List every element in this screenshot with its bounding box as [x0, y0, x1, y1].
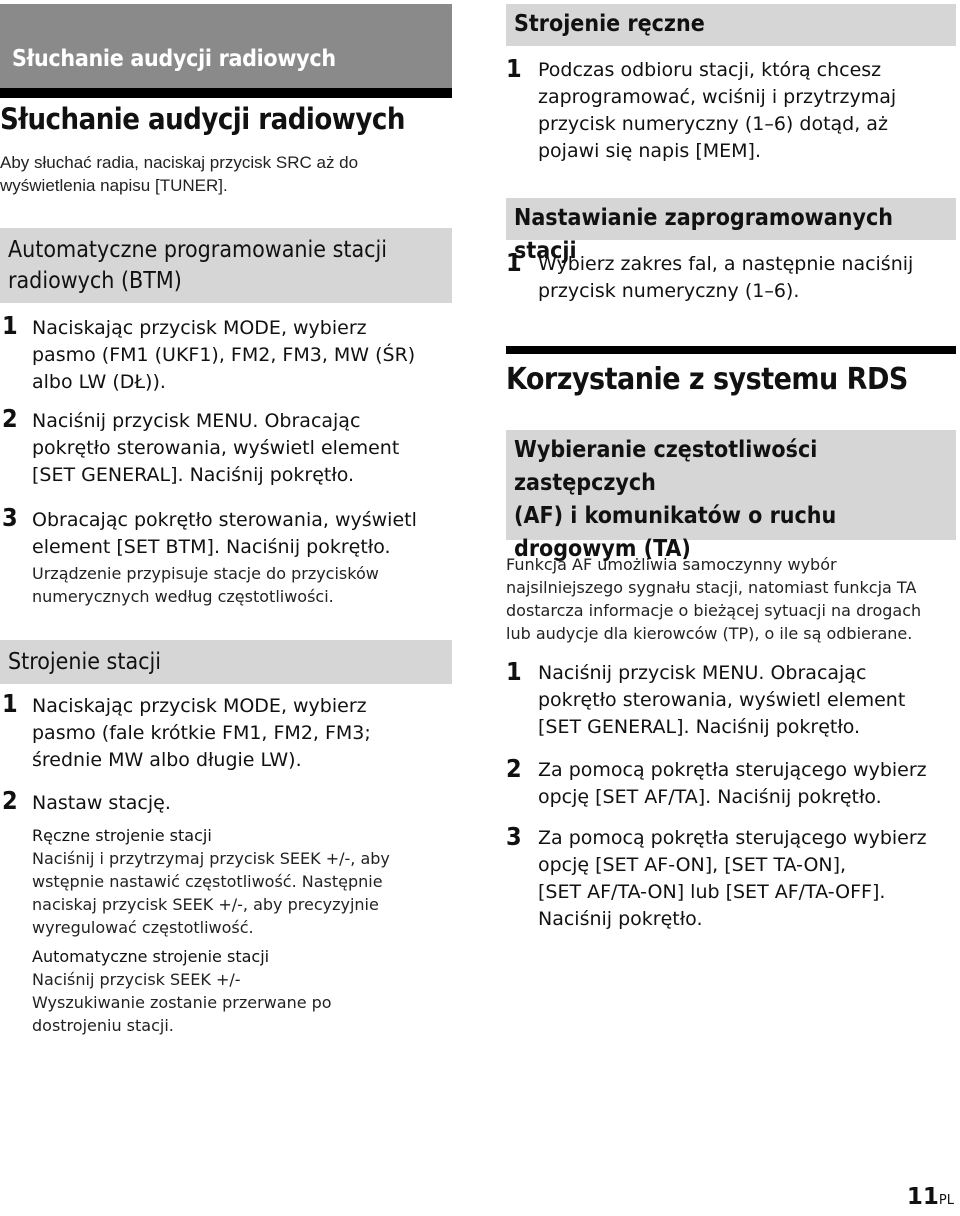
header-tab-label: Słuchanie audycji radiowych: [12, 46, 336, 72]
text-line: dostrojeniu stacji.: [32, 1016, 174, 1035]
section-heading-presets: Nastawianie zaprogramowanych stacji: [506, 198, 956, 240]
section-heading-tuning: Strojenie stacji: [0, 640, 452, 684]
rds-title: Korzystanie z systemu RDS: [506, 362, 908, 397]
step-text: [538, 757, 956, 811]
step-line: albo LW (DŁ)).: [32, 371, 166, 393]
section-rule-rds: [506, 346, 956, 354]
text-line: Naciśnij i przytrzymaj przycisk SEEK +/-, aby: [32, 849, 390, 868]
step-line: [SET GENERAL]. Naciśnij pokrętło.: [32, 464, 355, 486]
text-line: Wyszukiwanie zostanie przerwane po: [32, 993, 332, 1012]
step-line: Podczas odbioru stacji, którą chcesz: [538, 59, 882, 81]
step-number: 2: [2, 786, 18, 815]
step-number: 1: [506, 657, 522, 686]
section-heading-af-ta: [506, 430, 956, 562]
text-line: wyregulować częstotliwość.: [32, 918, 254, 937]
step-line: Wybierz zakres fal, a następnie naciśnij: [538, 253, 914, 275]
header-rule: [0, 88, 452, 98]
step-line: Obracając pokrętło sterowania, wyświetl: [32, 509, 417, 531]
step-line: średnie MW albo długie LW).: [32, 749, 302, 771]
text-line: dostarcza informacje o bieżącej sytuacji na drogach: [506, 601, 922, 620]
step-line: Naciśnij przycisk MENU. Obracając: [32, 410, 361, 432]
step-text: [538, 251, 956, 305]
rds-intro: [506, 553, 956, 645]
step-number: 1: [2, 311, 18, 340]
step-line: Naciśnij pokrętło.: [538, 908, 703, 930]
step-number: 3: [506, 822, 522, 851]
step-line: [SET GENERAL]. Naciśnij pokrętło.: [538, 716, 861, 738]
step-line: opcję [SET AF-ON], [SET TA-ON],: [538, 854, 847, 876]
step-number: 1: [506, 54, 522, 83]
step-line: opcję [SET AF/TA]. Naciśnij pokrętło.: [538, 786, 882, 808]
text-line: Funkcja AF umożliwia samoczynny wybór: [506, 555, 837, 574]
step-line: zaprogramować, wciśnij i przytrzymaj: [538, 86, 897, 108]
step-text: [32, 315, 452, 396]
step-text: [538, 825, 956, 933]
heading-line: radiowych (BTM): [8, 268, 182, 294]
note-line: Urządzenie przypisuje stacje do przycisków: [32, 564, 379, 583]
step-text: [32, 507, 452, 561]
step-line: element [SET BTM]. Naciśnij pokrętło.: [32, 536, 391, 558]
step-line: przycisk numeryczny (1–6) dotąd, aż: [538, 113, 888, 135]
text-line: naciskaj przycisk SEEK +/-, aby precyzyjnie: [32, 895, 379, 914]
step-line: Naciśnij przycisk MENU. Obracając: [538, 662, 867, 684]
step-number: 2: [506, 754, 522, 783]
step-line: pokrętło sterowania, wyświetl element: [538, 689, 906, 711]
heading-line: drogowym (TA): [514, 536, 691, 562]
heading-line: (AF) i komunikatów o ruchu: [514, 503, 837, 529]
step-number: 1: [506, 248, 522, 277]
page-number-value: 11: [906, 1184, 939, 1210]
step-line: pojawi się napis [MEM].: [538, 140, 761, 162]
step-note: [32, 562, 452, 608]
text-line: lub audycje dla kierowców (TP), o ile są odbierane.: [506, 624, 913, 643]
subsection-text-auto: [32, 968, 452, 1037]
step-line: Za pomocą pokrętła sterującego wybierz: [538, 827, 927, 849]
step-line: Za pomocą pokrętła sterującego wybierz: [538, 759, 927, 781]
step-text: [538, 57, 956, 165]
page-number-suffix: PL: [938, 1193, 954, 1208]
header-tab: [0, 4, 452, 90]
step-line: pasmo (fale krótkie FM1, FM2, FM3;: [32, 722, 371, 744]
page-title: Słuchanie audycji radiowych: [0, 102, 405, 136]
step-line: Nastaw stację.: [32, 792, 171, 814]
step-text: [32, 790, 452, 817]
note-line: numerycznych według częstotliwości.: [32, 587, 334, 606]
step-number: 1: [2, 689, 18, 718]
step-line: Naciskając przycisk MODE, wybierz: [32, 695, 367, 717]
subsection-title-manual: Ręczne strojenie stacji: [32, 826, 212, 845]
section-heading-manual-tuning: Strojenie ręczne: [506, 4, 956, 46]
step-number: 3: [2, 503, 18, 532]
text-line: najsilniejszego sygnału stacji, natomiast funkcja TA: [506, 578, 917, 597]
heading-line: Automatyczne programowanie stacji: [8, 237, 388, 263]
subsection-text-manual: [32, 847, 452, 939]
step-number: 2: [2, 404, 18, 433]
step-line: przycisk numeryczny (1–6).: [538, 280, 800, 302]
section-heading-btm: [0, 228, 452, 303]
page-number: [907, 1184, 954, 1210]
subsection-title-auto: Automatyczne strojenie stacji: [32, 947, 270, 966]
step-text: [32, 408, 452, 489]
step-line: pasmo (FM1 (UKF1), FM2, FM3, MW (ŚR): [32, 344, 416, 366]
text-line: Naciśnij przycisk SEEK +/-: [32, 970, 241, 989]
intro-text: Aby słuchać radia, naciskaj przycisk SRC aż do wyświetlenia napisu [TUNER].: [0, 153, 359, 195]
step-line: [SET AF/TA-ON] lub [SET AF/TA-OFF].: [538, 881, 886, 903]
step-line: pokrętło sterowania, wyświetl element: [32, 437, 400, 459]
heading-line: Wybieranie częstotliwości zastępczych: [514, 437, 818, 496]
step-text: [538, 660, 956, 741]
step-line: Naciskając przycisk MODE, wybierz: [32, 317, 367, 339]
step-text: [32, 693, 452, 774]
text-line: wstępnie nastawić częstotliwość. Następnie: [32, 872, 383, 891]
